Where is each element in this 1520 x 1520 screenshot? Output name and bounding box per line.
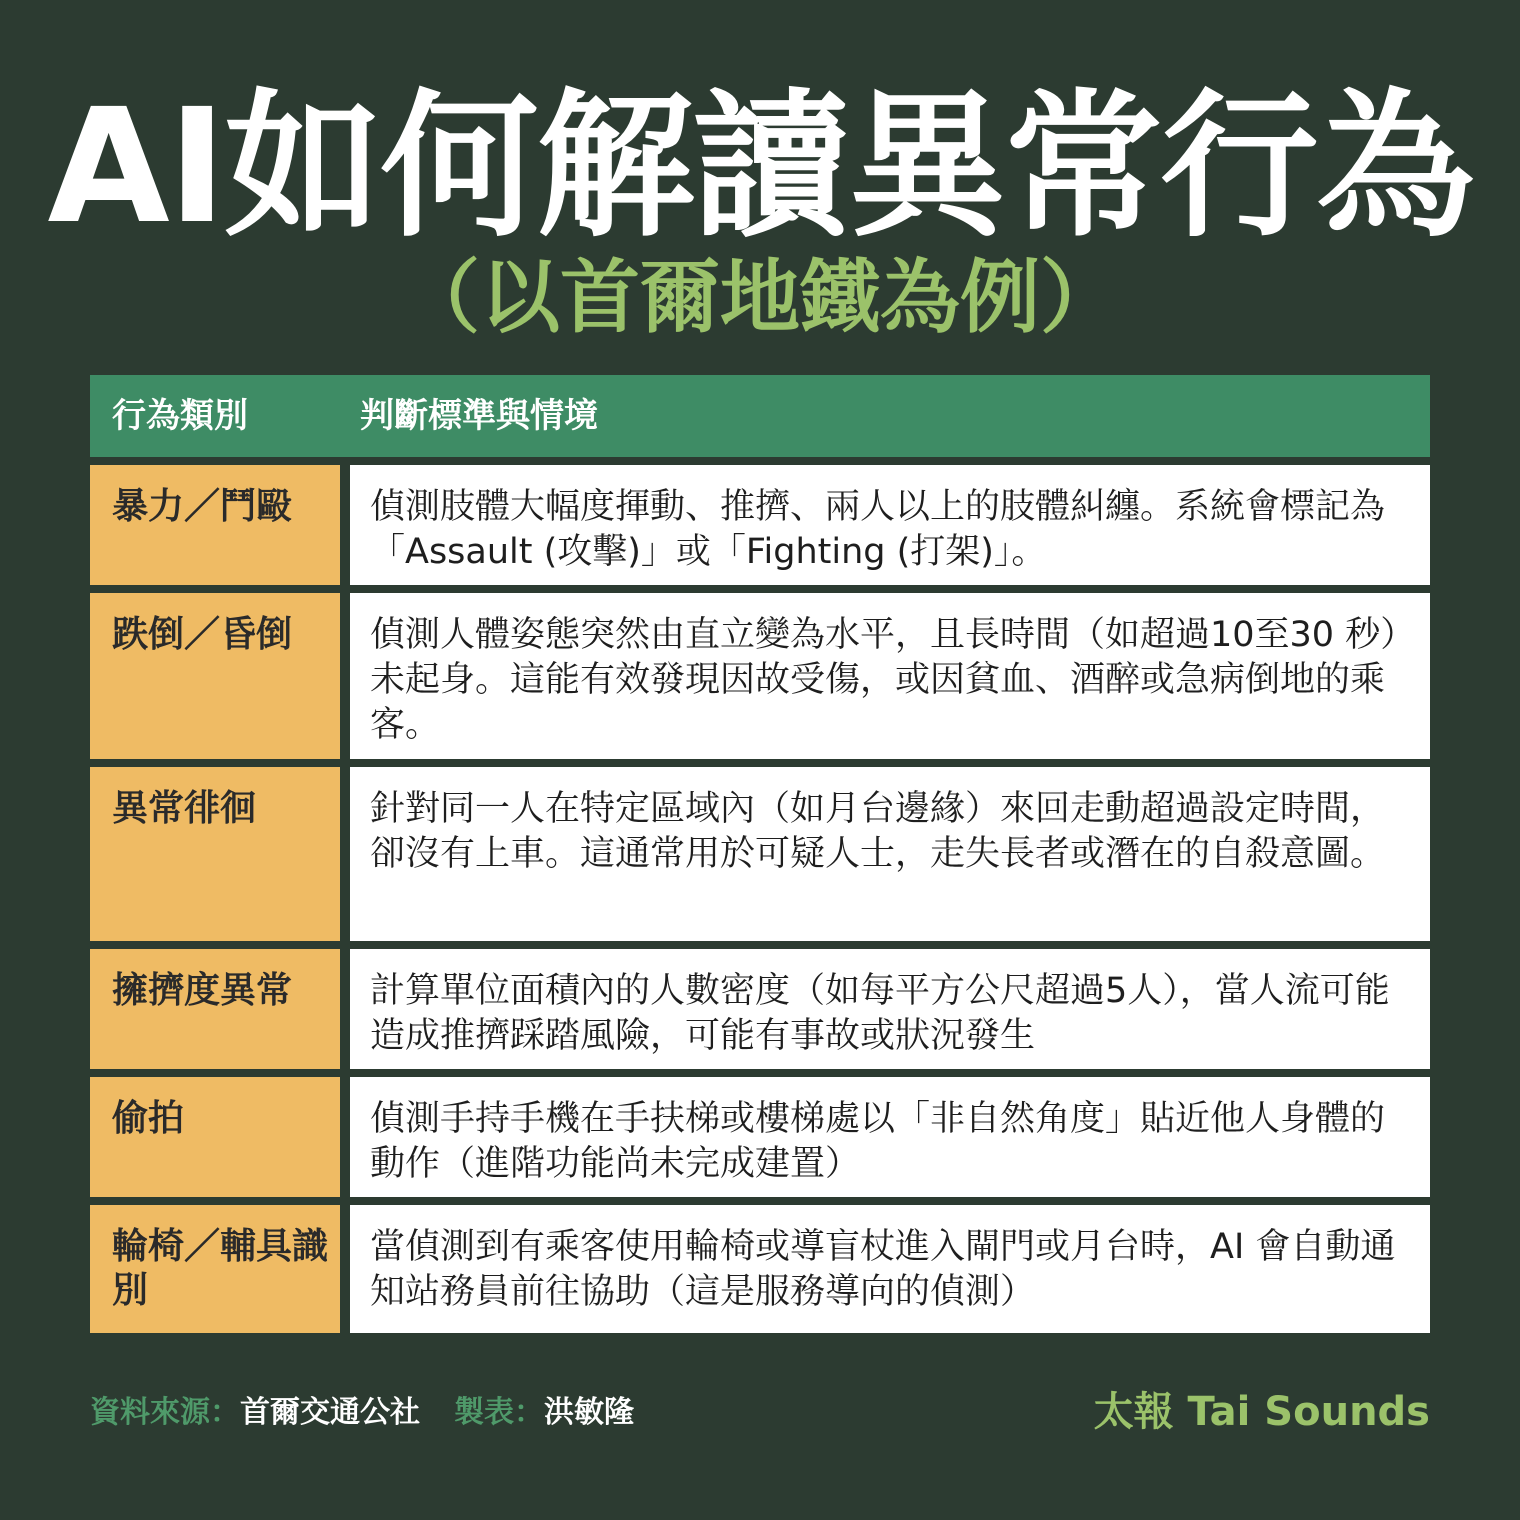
row-description: 偵測手持手機在手扶梯或樓梯處以「非自然角度」貼近他人身體的動作（進階功能尚未完成建置）	[350, 1077, 1430, 1197]
row-description: 當偵測到有乘客使用輪椅或導盲杖進入閘門或月台時，AI 會自動通知站務員前往協助（這是服務導向的偵測）	[350, 1205, 1430, 1333]
source-value: 首爾交通公社	[240, 1395, 420, 1430]
table-row	[90, 1205, 1430, 1333]
row-description: 偵測肢體大幅度揮動、推擠、兩人以上的肢體糾纏。系統會標記為「Assault (攻擊)」或「Fighting (打架)」。	[350, 465, 1430, 585]
footer-credits	[90, 1393, 634, 1433]
page-subtitle: （以首爾地鐵為例）	[400, 251, 1120, 344]
row-description: 偵測人體姿態突然由直立變為水平，且長時間（如超過10至30 秒）未起身。這能有效發現因故受傷，或因貧血、酒醉或急病倒地的乘客。	[350, 593, 1430, 759]
page-title: AI如何解讀異常行為	[47, 75, 1473, 259]
table-row	[90, 593, 1430, 759]
brand-logo-text: 太報 Tai Sounds	[1093, 1389, 1430, 1435]
row-description: 針對同一人在特定區域內（如月台邊緣）來回走動超過設定時間，卻沒有上車。這通常用於可疑人士，走失長者或潛在的自殺意圖。	[350, 767, 1430, 941]
row-category: 偷拍	[90, 1077, 340, 1197]
maker-label: 製表：	[454, 1395, 544, 1430]
table-row	[90, 767, 1430, 941]
table-header-row	[90, 375, 1430, 457]
source-label: 資料來源：	[90, 1395, 240, 1430]
row-category: 輪椅／輔具識別	[90, 1205, 340, 1333]
row-description: 計算單位面積內的人數密度（如每平方公尺超過5人），當人流可能造成推擠踩踏風險，可能有事故或狀況發生	[350, 949, 1430, 1069]
row-category: 異常徘徊	[90, 767, 340, 941]
table-row	[90, 1077, 1430, 1197]
header-category: 行為類別	[112, 396, 248, 436]
row-category: 暴力／鬥毆	[90, 465, 340, 585]
table-row	[90, 949, 1430, 1069]
row-category: 擁擠度異常	[90, 949, 340, 1069]
table-row	[90, 465, 1430, 585]
row-category: 跌倒／昏倒	[90, 593, 340, 759]
header-criteria: 判斷標準與情境	[360, 396, 598, 436]
maker-value: 洪敏隆	[544, 1395, 634, 1430]
behavior-table	[90, 375, 1430, 1333]
